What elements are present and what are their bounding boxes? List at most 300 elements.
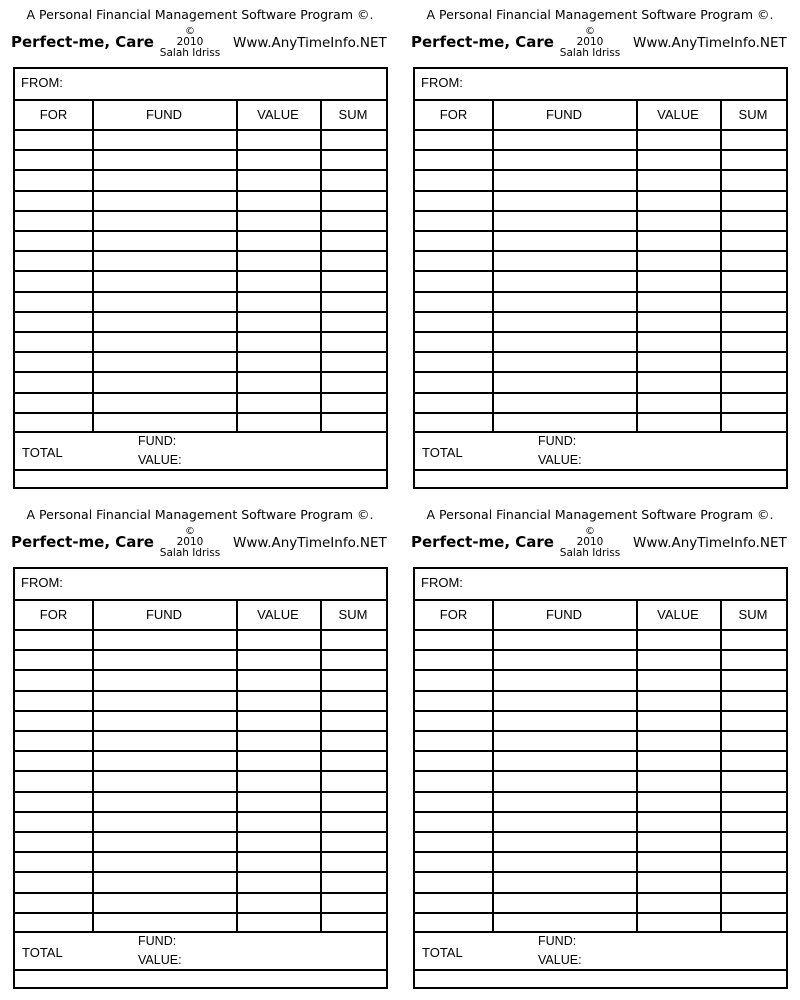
cell-sum[interactable]: [722, 894, 785, 911]
footer-divider: [15, 969, 386, 971]
cell-fund[interactable]: [494, 313, 635, 330]
cell-sum[interactable]: [722, 833, 785, 850]
cell-value[interactable]: [638, 853, 719, 870]
cell-value[interactable]: [638, 353, 719, 370]
cell-value[interactable]: [238, 353, 319, 370]
cell-value[interactable]: [238, 692, 319, 709]
cell-sum[interactable]: [722, 192, 785, 209]
cell-value[interactable]: [638, 232, 719, 249]
cell-fund[interactable]: [494, 212, 635, 229]
cell-fund[interactable]: [494, 752, 635, 769]
cell-fund[interactable]: [494, 873, 635, 890]
cell-sum[interactable]: [722, 151, 785, 168]
cell-for[interactable]: [17, 752, 91, 769]
cell-fund[interactable]: [494, 833, 635, 850]
cell-sum[interactable]: [722, 171, 785, 188]
program-tagline: A Personal Financial Management Software Program ©.: [426, 507, 774, 522]
cell-sum[interactable]: [722, 252, 785, 269]
total-divider: [15, 431, 386, 433]
cell-value[interactable]: [238, 793, 319, 810]
cell-fund[interactable]: [94, 853, 235, 870]
copyright-block: [150, 526, 230, 559]
column-header-value: VALUE: [257, 107, 299, 122]
cell-for[interactable]: [417, 151, 491, 168]
cell-value[interactable]: [638, 752, 719, 769]
total-fund-label: FUND:: [538, 434, 577, 448]
cell-for[interactable]: [17, 192, 91, 209]
cell-for[interactable]: [417, 232, 491, 249]
cell-fund[interactable]: [494, 671, 635, 688]
program-tagline: A Personal Financial Management Software Program ©.: [426, 7, 774, 22]
cell-fund[interactable]: [94, 192, 235, 209]
cell-value[interactable]: [638, 793, 719, 810]
cell-for[interactable]: [17, 712, 91, 729]
cell-sum[interactable]: [322, 752, 385, 769]
cell-fund[interactable]: [494, 732, 635, 749]
column-header-fund: FUND: [145, 607, 183, 622]
cell-sum[interactable]: [322, 252, 385, 269]
cell-for[interactable]: [417, 873, 491, 890]
author-name: Salah Idriss: [559, 547, 621, 559]
cell-fund[interactable]: [494, 171, 635, 188]
column-header-sum: SUM: [738, 107, 768, 122]
cell-sum[interactable]: [322, 293, 385, 310]
author-name: Salah Idriss: [159, 547, 221, 559]
column-header-value: VALUE: [257, 607, 299, 622]
total-fund-label: FUND:: [538, 934, 577, 948]
copyright-symbol: ©: [585, 526, 595, 537]
copyright-year: 2010: [576, 536, 604, 548]
cell-value[interactable]: [238, 313, 319, 330]
cell-value[interactable]: [238, 373, 319, 390]
column-header-for: FOR: [439, 107, 468, 122]
column-header-fund: FUND: [545, 107, 583, 122]
cell-value[interactable]: [638, 894, 719, 911]
footer-divider: [15, 469, 386, 471]
cell-value[interactable]: [238, 651, 319, 668]
cell-sum[interactable]: [322, 394, 385, 411]
cell-fund[interactable]: [494, 272, 635, 289]
cell-fund[interactable]: [94, 813, 235, 830]
cell-value[interactable]: [638, 272, 719, 289]
cell-value[interactable]: [238, 394, 319, 411]
cell-fund[interactable]: [94, 151, 235, 168]
cell-fund[interactable]: [94, 232, 235, 249]
total-value-label: VALUE:: [538, 453, 582, 467]
cell-fund[interactable]: [94, 894, 235, 911]
cell-sum[interactable]: [722, 772, 785, 789]
cell-fund[interactable]: [94, 692, 235, 709]
cell-value[interactable]: [238, 712, 319, 729]
cell-for[interactable]: [417, 171, 491, 188]
cell-for[interactable]: [417, 333, 491, 350]
cell-fund[interactable]: [94, 373, 235, 390]
website-url: Www.AnyTimeInfo.NET: [233, 535, 387, 551]
cell-fund[interactable]: [494, 894, 635, 911]
cell-value[interactable]: [238, 192, 319, 209]
cell-value[interactable]: [238, 772, 319, 789]
cell-for[interactable]: [17, 833, 91, 850]
cell-value[interactable]: [638, 333, 719, 350]
cell-value[interactable]: [238, 333, 319, 350]
copyright-block: [550, 26, 630, 59]
cell-for[interactable]: [417, 732, 491, 749]
cell-value[interactable]: [638, 651, 719, 668]
cell-for[interactable]: [17, 252, 91, 269]
cell-fund[interactable]: [494, 692, 635, 709]
cell-value[interactable]: [638, 631, 719, 648]
from-divider: [15, 599, 386, 601]
program-tagline: A Personal Financial Management Software Program ©.: [26, 507, 374, 522]
cell-fund[interactable]: [94, 631, 235, 648]
cell-sum[interactable]: [722, 712, 785, 729]
cell-for[interactable]: [17, 692, 91, 709]
cell-fund[interactable]: [494, 293, 635, 310]
total-label: TOTAL: [422, 445, 463, 460]
cell-for[interactable]: [17, 894, 91, 911]
cell-value[interactable]: [238, 252, 319, 269]
cell-for[interactable]: [17, 151, 91, 168]
cell-for[interactable]: [17, 373, 91, 390]
cell-for[interactable]: [417, 651, 491, 668]
copyright-year: 2010: [176, 36, 204, 48]
cell-fund[interactable]: [94, 772, 235, 789]
copyright-block: [550, 526, 630, 559]
cell-for[interactable]: [417, 853, 491, 870]
cell-fund[interactable]: [494, 232, 635, 249]
cell-sum[interactable]: [322, 712, 385, 729]
cell-sum[interactable]: [322, 192, 385, 209]
cell-fund[interactable]: [494, 631, 635, 648]
cell-sum[interactable]: [722, 793, 785, 810]
cell-for[interactable]: [17, 272, 91, 289]
program-tagline: A Personal Financial Management Software Program ©.: [26, 7, 374, 22]
column-header-sum: SUM: [338, 107, 368, 122]
total-divider: [15, 931, 386, 933]
cell-for[interactable]: [417, 192, 491, 209]
cell-sum[interactable]: [722, 353, 785, 370]
cell-for[interactable]: [17, 853, 91, 870]
cell-value[interactable]: [638, 192, 719, 209]
ledger-form: [0, 0, 390, 500]
cell-for[interactable]: [417, 793, 491, 810]
cell-fund[interactable]: [494, 394, 635, 411]
cell-sum[interactable]: [722, 671, 785, 688]
cell-fund[interactable]: [494, 813, 635, 830]
cell-value[interactable]: [238, 293, 319, 310]
cell-sum[interactable]: [322, 853, 385, 870]
cell-sum[interactable]: [722, 692, 785, 709]
cell-sum[interactable]: [722, 651, 785, 668]
cell-value[interactable]: [238, 671, 319, 688]
cell-fund[interactable]: [94, 712, 235, 729]
cell-value[interactable]: [238, 833, 319, 850]
cell-sum[interactable]: [322, 313, 385, 330]
brand-name: Perfect-me, Care: [411, 33, 554, 51]
cell-sum[interactable]: [722, 752, 785, 769]
cell-for[interactable]: [17, 671, 91, 688]
cell-for[interactable]: [417, 293, 491, 310]
cell-value[interactable]: [238, 131, 319, 148]
from-label: FROM:: [21, 75, 63, 90]
cell-value[interactable]: [238, 873, 319, 890]
ledger-table: [13, 567, 388, 989]
cell-for[interactable]: [417, 313, 491, 330]
cell-value[interactable]: [638, 293, 719, 310]
cell-sum[interactable]: [322, 151, 385, 168]
cell-fund[interactable]: [94, 752, 235, 769]
cell-value[interactable]: [238, 894, 319, 911]
cell-for[interactable]: [417, 131, 491, 148]
column-header-for: FOR: [439, 607, 468, 622]
cell-fund[interactable]: [494, 151, 635, 168]
cell-fund[interactable]: [94, 833, 235, 850]
cell-for[interactable]: [17, 732, 91, 749]
cell-sum[interactable]: [322, 333, 385, 350]
cell-for[interactable]: [17, 313, 91, 330]
cell-for[interactable]: [17, 333, 91, 350]
cell-value[interactable]: [638, 813, 719, 830]
cell-fund[interactable]: [94, 272, 235, 289]
ledger-form: [400, 0, 790, 500]
cell-fund[interactable]: [94, 793, 235, 810]
cell-for[interactable]: [417, 692, 491, 709]
total-divider: [415, 431, 786, 433]
cell-sum[interactable]: [322, 772, 385, 789]
cell-fund[interactable]: [494, 853, 635, 870]
cell-sum[interactable]: [322, 171, 385, 188]
ledger-form: [400, 500, 790, 1000]
cell-value[interactable]: [638, 394, 719, 411]
cell-sum[interactable]: [722, 631, 785, 648]
cell-sum[interactable]: [722, 873, 785, 890]
footer-divider: [415, 969, 786, 971]
cell-sum[interactable]: [322, 873, 385, 890]
cell-fund[interactable]: [94, 873, 235, 890]
cell-for[interactable]: [417, 671, 491, 688]
cell-for[interactable]: [17, 873, 91, 890]
column-header-for: FOR: [39, 607, 68, 622]
cell-fund[interactable]: [94, 313, 235, 330]
from-label: FROM:: [421, 575, 463, 590]
total-value-label: VALUE:: [538, 953, 582, 967]
cell-fund[interactable]: [494, 712, 635, 729]
cell-value[interactable]: [638, 212, 719, 229]
footer-divider: [415, 469, 786, 471]
cell-value[interactable]: [238, 151, 319, 168]
column-header-value: VALUE: [657, 607, 699, 622]
cell-for[interactable]: [417, 813, 491, 830]
column-header-sum: SUM: [338, 607, 368, 622]
cell-fund[interactable]: [94, 293, 235, 310]
from-label: FROM:: [421, 75, 463, 90]
cell-fund[interactable]: [494, 793, 635, 810]
author-name: Salah Idriss: [159, 47, 221, 59]
total-fund-label: FUND:: [138, 434, 177, 448]
website-url: Www.AnyTimeInfo.NET: [633, 535, 787, 551]
website-url: Www.AnyTimeInfo.NET: [633, 35, 787, 51]
cell-value[interactable]: [238, 732, 319, 749]
cell-for[interactable]: [417, 373, 491, 390]
cell-for[interactable]: [17, 212, 91, 229]
cell-fund[interactable]: [94, 651, 235, 668]
total-label: TOTAL: [22, 945, 63, 960]
cell-for[interactable]: [17, 651, 91, 668]
cell-sum[interactable]: [322, 793, 385, 810]
cell-fund[interactable]: [494, 333, 635, 350]
cell-sum[interactable]: [322, 232, 385, 249]
cell-fund[interactable]: [494, 373, 635, 390]
cell-sum[interactable]: [322, 894, 385, 911]
cell-fund[interactable]: [94, 353, 235, 370]
cell-value[interactable]: [638, 772, 719, 789]
cell-for[interactable]: [417, 631, 491, 648]
cell-sum[interactable]: [322, 272, 385, 289]
brand-name: Perfect-me, Care: [11, 533, 154, 551]
cell-value[interactable]: [638, 171, 719, 188]
row-line: [415, 912, 786, 914]
cell-sum[interactable]: [722, 394, 785, 411]
copyright-symbol: ©: [585, 26, 595, 37]
row-line: [15, 412, 386, 414]
cell-sum[interactable]: [322, 813, 385, 830]
cell-value[interactable]: [638, 712, 719, 729]
cell-value[interactable]: [238, 853, 319, 870]
cell-sum[interactable]: [322, 631, 385, 648]
cell-fund[interactable]: [494, 651, 635, 668]
cell-for[interactable]: [17, 813, 91, 830]
total-value-label: VALUE:: [138, 953, 182, 967]
author-name: Salah Idriss: [559, 47, 621, 59]
cell-for[interactable]: [417, 353, 491, 370]
cell-for[interactable]: [17, 772, 91, 789]
cell-value[interactable]: [638, 252, 719, 269]
brand-name: Perfect-me, Care: [11, 33, 154, 51]
cell-fund[interactable]: [494, 131, 635, 148]
cell-for[interactable]: [417, 394, 491, 411]
cell-value[interactable]: [238, 752, 319, 769]
cell-value[interactable]: [638, 313, 719, 330]
ledger-table: [413, 67, 788, 489]
from-divider: [415, 99, 786, 101]
cell-sum[interactable]: [722, 313, 785, 330]
copyright-block: [150, 26, 230, 59]
cell-value[interactable]: [638, 373, 719, 390]
website-url: Www.AnyTimeInfo.NET: [233, 35, 387, 51]
cell-sum[interactable]: [722, 732, 785, 749]
cell-value[interactable]: [638, 131, 719, 148]
cell-sum[interactable]: [322, 373, 385, 390]
cell-sum[interactable]: [722, 272, 785, 289]
cell-fund[interactable]: [94, 171, 235, 188]
cell-fund[interactable]: [494, 772, 635, 789]
total-fund-label: FUND:: [138, 934, 177, 948]
cell-sum[interactable]: [322, 833, 385, 850]
cell-value[interactable]: [638, 671, 719, 688]
ledger-table: [13, 67, 388, 489]
total-label: TOTAL: [422, 945, 463, 960]
cell-sum[interactable]: [322, 732, 385, 749]
cell-value[interactable]: [238, 212, 319, 229]
cell-for[interactable]: [17, 131, 91, 148]
cell-fund[interactable]: [494, 252, 635, 269]
cell-fund[interactable]: [94, 252, 235, 269]
cell-fund[interactable]: [494, 192, 635, 209]
cell-for[interactable]: [17, 293, 91, 310]
cell-fund[interactable]: [94, 732, 235, 749]
cell-value[interactable]: [238, 232, 319, 249]
from-label: FROM:: [21, 575, 63, 590]
cell-value[interactable]: [638, 873, 719, 890]
cell-fund[interactable]: [494, 353, 635, 370]
cell-for[interactable]: [17, 394, 91, 411]
cell-sum[interactable]: [722, 813, 785, 830]
cell-fund[interactable]: [94, 394, 235, 411]
total-label: TOTAL: [22, 445, 63, 460]
cell-for[interactable]: [417, 894, 491, 911]
cell-sum[interactable]: [322, 212, 385, 229]
cell-for[interactable]: [17, 353, 91, 370]
cell-value[interactable]: [238, 631, 319, 648]
cell-value[interactable]: [238, 813, 319, 830]
cell-sum[interactable]: [722, 293, 785, 310]
cell-sum[interactable]: [322, 353, 385, 370]
cell-sum[interactable]: [322, 671, 385, 688]
cell-for[interactable]: [17, 793, 91, 810]
cell-for[interactable]: [417, 752, 491, 769]
cell-sum[interactable]: [322, 651, 385, 668]
cell-for[interactable]: [417, 252, 491, 269]
cell-sum[interactable]: [722, 212, 785, 229]
cell-sum[interactable]: [722, 232, 785, 249]
ledger-table: [413, 567, 788, 989]
column-header-fund: FUND: [545, 607, 583, 622]
cell-fund[interactable]: [94, 131, 235, 148]
cell-for[interactable]: [417, 272, 491, 289]
cell-for[interactable]: [17, 171, 91, 188]
cell-sum[interactable]: [722, 131, 785, 148]
cell-fund[interactable]: [94, 671, 235, 688]
cell-value[interactable]: [238, 171, 319, 188]
copyright-symbol: ©: [185, 26, 195, 37]
cell-value[interactable]: [638, 692, 719, 709]
cell-value[interactable]: [638, 833, 719, 850]
cell-for[interactable]: [17, 631, 91, 648]
copyright-symbol: ©: [185, 526, 195, 537]
cell-for[interactable]: [417, 772, 491, 789]
cell-for[interactable]: [417, 712, 491, 729]
cell-value[interactable]: [638, 732, 719, 749]
column-header-value: VALUE: [657, 107, 699, 122]
cell-sum[interactable]: [722, 333, 785, 350]
cell-for[interactable]: [17, 232, 91, 249]
column-header-for: FOR: [39, 107, 68, 122]
cell-fund[interactable]: [94, 333, 235, 350]
cell-sum[interactable]: [322, 692, 385, 709]
column-header-sum: SUM: [738, 607, 768, 622]
cell-fund[interactable]: [94, 212, 235, 229]
cell-sum[interactable]: [722, 373, 785, 390]
cell-for[interactable]: [417, 212, 491, 229]
copyright-year: 2010: [576, 36, 604, 48]
row-line: [415, 412, 786, 414]
ledger-form: [0, 500, 390, 1000]
cell-value[interactable]: [638, 151, 719, 168]
cell-sum[interactable]: [322, 131, 385, 148]
cell-for[interactable]: [417, 833, 491, 850]
cell-sum[interactable]: [722, 853, 785, 870]
cell-value[interactable]: [238, 272, 319, 289]
